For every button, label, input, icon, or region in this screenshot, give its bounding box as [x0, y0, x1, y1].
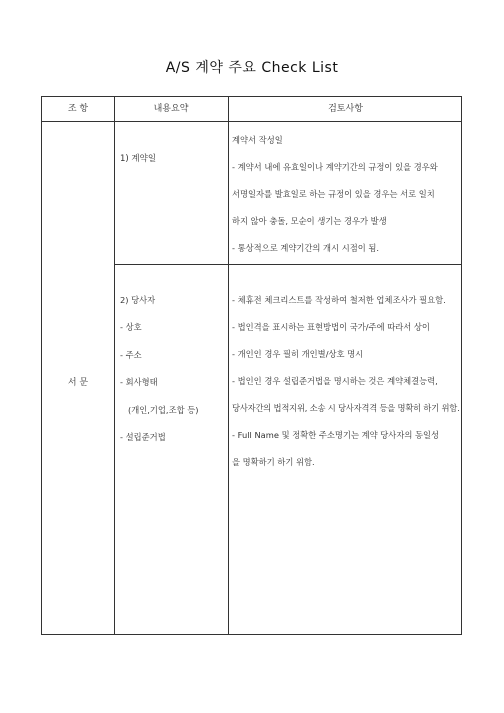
summary-line: (개인,기업,조합 등) [128, 404, 199, 415]
checklist-table [41, 96, 462, 635]
review-line: - 체휴전 체크리스트를 작성하여 철저한 업체조사가 필요함. [232, 295, 446, 305]
review-line: - 법인인 경우 설립준거법을 명시하는 것은 계약체결능력, [232, 376, 438, 386]
summary-line: - 상호 [120, 322, 142, 333]
review-line: 을 명확하기 하기 위함. [232, 457, 315, 467]
review-line: - 법인격을 표시하는 표현방법이 국가/주에 따라서 상이 [232, 322, 430, 332]
summary-line: 2) 당사자 [120, 295, 156, 305]
review-line: - 계약서 내에 유효일이나 계약기간의 규정이 있을 경우와 [232, 162, 438, 172]
row1-review [232, 133, 438, 268]
header-summary: 내용요약 [153, 104, 189, 114]
row1-summary: 1) 계약일 [120, 154, 157, 164]
review-line: 당사자간의 법적지위, 소송 시 당사자격격 등을 명확히 하기 위함. [232, 403, 460, 413]
review-line: - Full Name 및 정확한 주소명기는 계약 당사자의 동일성 [232, 430, 440, 440]
row2-review [232, 293, 460, 482]
column-divider [114, 97, 115, 634]
header-article: 조 항 [67, 104, 89, 114]
header-divider [42, 121, 461, 122]
review-line: - 통상적으로 계약기간의 개시 시점이 됨. [232, 243, 380, 253]
header-review: 검토사항 [328, 104, 363, 114]
page-title: A/S 계약 주요 Check List [165, 60, 339, 76]
review-line: 서명일자를 발효일로 하는 규정이 있을 경우는 서로 일치 [232, 189, 435, 199]
review-line: - 개인인 경우 필히 개인별/상호 명시 [232, 349, 364, 359]
summary-line: - 설립준거법 [120, 431, 166, 442]
summary-line: - 회사형태 [120, 377, 158, 388]
column-divider [228, 97, 229, 634]
summary-line: - 주소 [120, 349, 142, 360]
row2-summary [120, 293, 199, 457]
review-line: 계약서 작성일 [232, 135, 283, 145]
review-line: 하지 않아 충돌, 모순이 생기는 경우가 발생 [232, 216, 387, 226]
section-label: 서 문 [67, 378, 89, 388]
